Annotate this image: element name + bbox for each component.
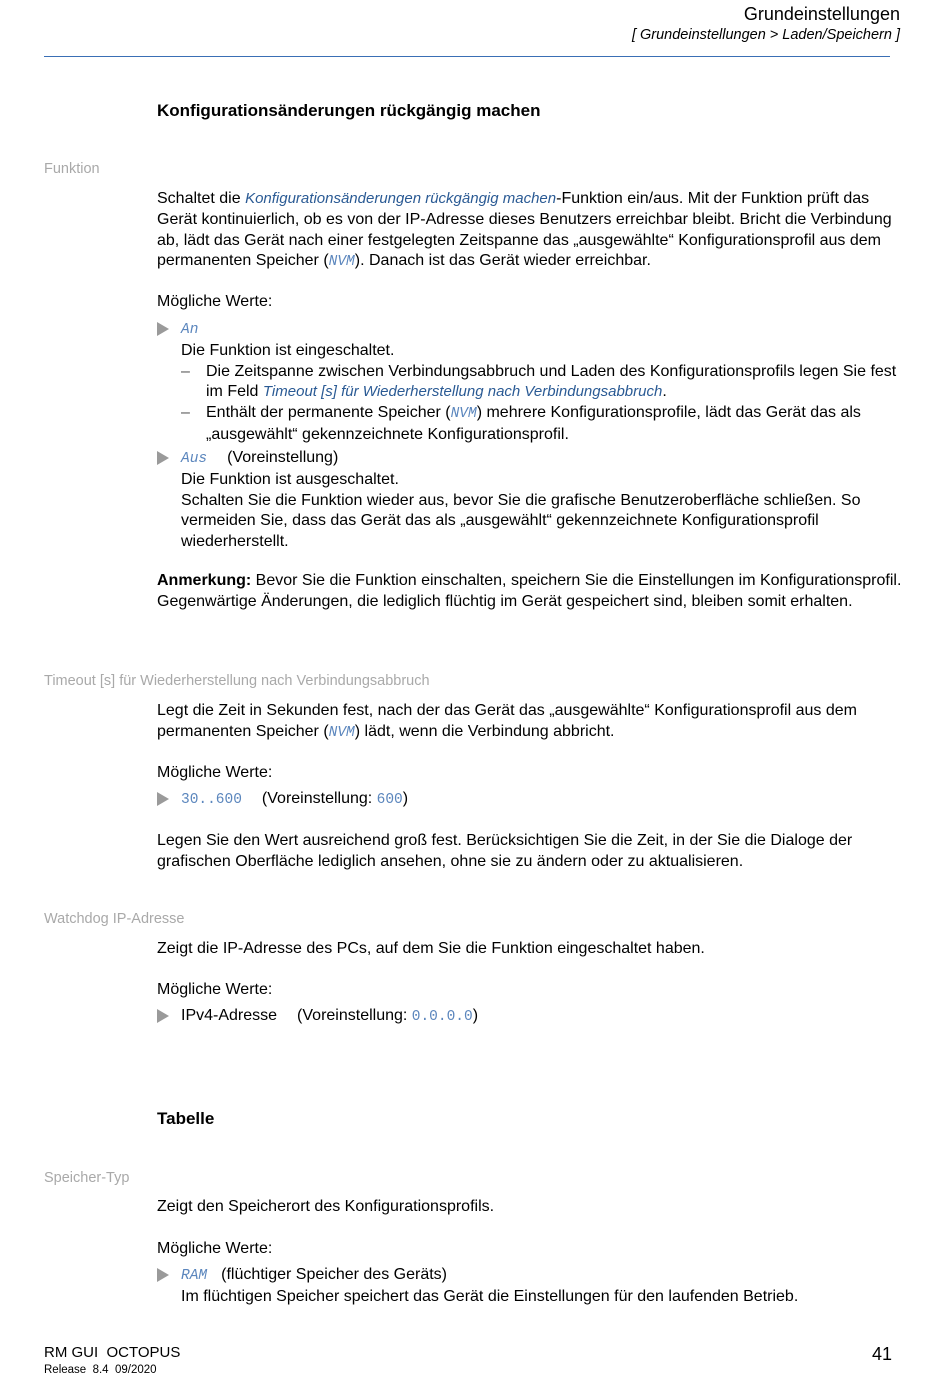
bullet-arrow-icon [157, 1268, 169, 1282]
nvm-term: NVM [450, 406, 477, 423]
possible-values-label: Mögliche Werte: [157, 764, 273, 781]
value-desc-an: Die Funktion ist eingeschaltet. [181, 341, 395, 359]
breadcrumb: [ Grundeinstellungen > Laden/Speichern ] [631, 27, 900, 43]
bullet-arrow-icon [157, 1009, 169, 1023]
side-label-timeout: Timeout [s] für Wiederherstellung nach Verbindungsabbruch [44, 673, 430, 689]
side-label-funktion: Funktion [44, 161, 100, 177]
watchdog-description: Zeigt die IP-Adresse des PCs, auf dem Sie die Funktion eingeschaltet haben. [157, 940, 705, 957]
value-ram-note: (flüchtiger Speicher des Geräts) [221, 1266, 447, 1283]
function-link[interactable]: Konfigurationsänderungen rückgängig machen [245, 190, 557, 207]
chapter-title: Grundeinstellungen [743, 4, 900, 24]
side-label-speicher-typ: Speicher-Typ [44, 1170, 130, 1186]
footer-product: RM GUI OCTOPUS [44, 1344, 181, 1361]
bullet-arrow-icon [157, 322, 169, 336]
value-key-an: An [181, 322, 199, 338]
value-extra-aus: Schalten Sie die Funktion wieder aus, bevor Sie die grafische Benutzeroberfläche schließen. So vermeiden Sie, dass das Gerät das als „ausgewählt“ gekennzeichnete Konfigurationsprofil wiederherstellt. [181, 491, 861, 551]
timeout-description: Legt die Zeit in Sekunden fest, nach der das Gerät das „ausgewählte“ Konfigurationsprofil aus dem permanenten Speicher (NVM) lädt, wenn die Verbindung abbricht. [157, 702, 857, 741]
possible-values-label: Mögliche Werte: [157, 981, 273, 998]
bullet-arrow-icon [157, 792, 169, 806]
value-item-ipv4: IPv4-Adresse (Voreinstellung: 0.0.0.0) [157, 1006, 902, 1028]
page-number: 41 [871, 1344, 892, 1364]
default-value: 600 [376, 792, 403, 808]
value-range: 30..600 [181, 792, 242, 808]
funktion-description: Schaltet die Konfigurationsänderungen rückgängig machen-Funktion ein/aus. Mit der Funktion prüft das Gerät kontinuierlich, ob es von der IP-Adresse dieses Benutzers erreichbar bleibt. Bricht die Verbindung ab, lädt das Gerät nach einer festgelegten Zeitspanne das „ausgewählte“ Konfigurationsprofil aus dem permanenten Speicher (NVM). Danach ist das Gerät wieder erreichbar. [157, 190, 892, 271]
nvm-term: NVM [328, 724, 355, 741]
header-divider [44, 56, 890, 57]
possible-values-label: Mögliche Werte: [157, 1240, 273, 1257]
value-key-ram: RAM [181, 1268, 208, 1284]
section-heading-undo-config: Konfigurationsänderungen rückgängig machen [157, 101, 541, 120]
speicher-description: Zeigt den Speicherort des Konfigurationsprofils. [157, 1198, 495, 1215]
value-default-note: (Voreinstellung) [227, 449, 339, 466]
dash-icon: – [181, 362, 190, 380]
dash-icon: – [181, 404, 190, 422]
bullet-arrow-icon [157, 451, 169, 465]
dash-item-timespan: – Die Zeitspanne zwischen Verbindungsabbruch und Laden des Konfigurationsprofils legen Sie fest im Feld Timeout [s] für Wiederherstellung nach Verbindungsabbruch. [181, 362, 897, 401]
section-heading-tabelle: Tabelle [157, 1109, 215, 1128]
timeout-field-link[interactable]: Timeout [s] für Wiederherstellung nach Verbindungsabbruch [262, 383, 663, 401]
default-value: 0.0.0.0 [411, 1009, 473, 1025]
note-label: Anmerkung: [157, 572, 252, 589]
side-label-watchdog: Watchdog IP-Adresse [44, 911, 185, 927]
value-desc-ram: Im flüchtigen Speicher speichert das Gerät die Einstellungen für den laufenden Betrieb. [181, 1287, 799, 1305]
value-item-range: 30..600 (Voreinstellung: 600) [157, 789, 902, 811]
value-key-aus: Aus [181, 451, 208, 467]
value-desc-aus: Die Funktion ist ausgeschaltet. [181, 470, 399, 488]
dash-item-nvm-profiles: – Enthält der permanente Speicher (NVM) mehrere Konfigurationsprofile, lädt das Gerät das als „ausgewählt“ gekennzeichnete Konfigurationsprofil. [181, 404, 861, 443]
value-item-ram [157, 1265, 902, 1308]
note-block: Anmerkung: Bevor Sie die Funktion einschalten, speichern Sie die Einstellungen im Konfigurationsprofil. Gegenwärtige Änderungen, die lediglich flüchtig im Gerät gespeichert sind, bleiben somit erhalten. [157, 572, 902, 610]
possible-values-label: Mögliche Werte: [157, 293, 273, 310]
footer-release: Release 8.4 09/2020 [44, 1364, 157, 1376]
value-item-an [157, 319, 902, 446]
nvm-term: NVM [328, 254, 355, 271]
value-ipv4: IPv4-Adresse [181, 1007, 278, 1024]
value-item-aus [157, 448, 902, 553]
timeout-advice: Legen Sie den Wert ausreichend groß fest. Berücksichtigen Sie die Zeit, in der Sie die Dialoge der grafischen Oberfläche lediglich ansehen, ohne sie zu ändern oder zu aktualisieren. [157, 832, 853, 870]
